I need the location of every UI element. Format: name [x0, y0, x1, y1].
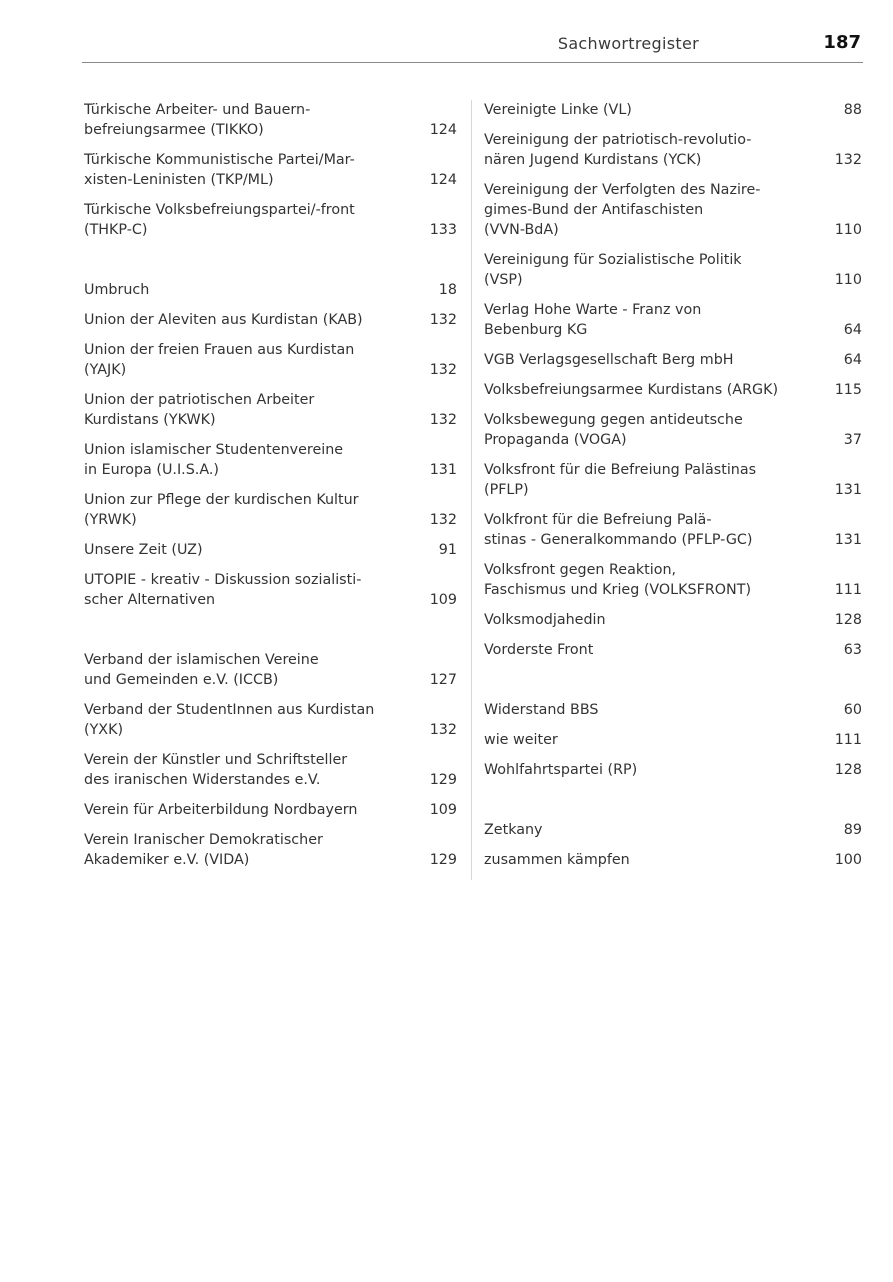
index-entry	[484, 700, 862, 720]
index-entry-page: 124	[429, 122, 457, 138]
letter-group-gap	[484, 790, 862, 820]
index-entry-page: 133	[429, 222, 457, 238]
index-column-left	[84, 100, 457, 880]
index-entry-term: wie weiter	[484, 732, 558, 748]
index-entry	[484, 820, 862, 840]
index-entry-term: Volksmodjahedin	[484, 612, 606, 628]
index-entry	[84, 570, 457, 610]
index-entry-page: 132	[429, 512, 457, 528]
index-entry-term: Türkische Arbeiter- und Bauern- befreiungsarmee (TIKKO)	[84, 102, 311, 138]
index-entry-term: Widerstand BBS	[484, 702, 599, 718]
index-entry-term: Union der patriotischen Arbeiter Kurdistans (YKWK)	[84, 392, 315, 428]
index-entry	[84, 100, 457, 140]
index-entry-term: Unsere Zeit (UZ)	[84, 542, 203, 558]
index-entry-page: 131	[429, 462, 457, 478]
index-entry-page: 64	[843, 352, 862, 368]
index-entry-page: 63	[843, 642, 862, 658]
index-entry	[84, 490, 457, 530]
index-entry-term: VGB Verlagsgesellschaft Berg mbH	[484, 352, 734, 368]
index-entry-page: 91	[438, 542, 457, 558]
index-entry-term: Verband der StudentInnen aus Kurdistan (YXK)	[84, 702, 375, 738]
index-entry-page: 129	[429, 772, 457, 788]
index-entry-page: 124	[429, 172, 457, 188]
index-entry-term: Vereinigung der Verfolgten des Nazire- gimes-Bund der Antifaschisten (VVN-BdA)	[484, 182, 761, 238]
index-entry-term: Union islamischer Studentenvereine in Europa (U.I.S.A.)	[84, 442, 344, 478]
index-entry	[84, 390, 457, 430]
index-entry-page: 131	[834, 482, 862, 498]
index-entry-term: Umbruch	[84, 282, 150, 298]
index-entry-page: 132	[429, 362, 457, 378]
index-entry	[84, 750, 457, 790]
index-entry-page: 110	[834, 222, 862, 238]
index-entry-term: Verein Iranischer Demokratischer Akademiker e.V. (VIDA)	[84, 832, 323, 868]
index-entry	[484, 460, 862, 500]
index-entry-page: 128	[834, 612, 862, 628]
index-entry	[484, 850, 862, 870]
index-entry-term: Vereinigung der patriotisch-revolutio- nären Jugend Kurdistans (YCK)	[484, 132, 752, 168]
index-entry-page: 110	[834, 272, 862, 288]
index-entry	[484, 380, 862, 400]
index-entry-term: Union der Aleviten aus Kurdistan (KAB)	[84, 312, 363, 328]
index-entry	[84, 340, 457, 380]
index-entry	[84, 800, 457, 820]
index-entry	[484, 100, 862, 120]
index-entry-term: Verband der islamischen Vereine und Gemeinden e.V. (ICCB)	[84, 652, 319, 688]
index-entry-page: 100	[834, 852, 862, 868]
index-entry	[484, 130, 862, 170]
index-entry-page: 128	[834, 762, 862, 778]
index-entry-page: 111	[834, 582, 862, 598]
index-entry	[484, 250, 862, 290]
index-entry	[484, 180, 862, 240]
index-entry	[484, 510, 862, 550]
index-entry-page: 115	[834, 382, 862, 398]
index-entry	[84, 830, 457, 870]
index-entry-page: 127	[429, 672, 457, 688]
index-entry-page: 64	[843, 322, 862, 338]
index-entry-page: 89	[843, 822, 862, 838]
index-entry-term: Türkische Kommunistische Partei/Mar- xisten-Leninisten (TKP/ML)	[84, 152, 355, 188]
index-entry-term: Vorderste Front	[484, 642, 594, 658]
index-entry-page: 111	[834, 732, 862, 748]
index-entry	[84, 540, 457, 560]
index-entry-term: Union zur Pflege der kurdischen Kultur (YRWK)	[84, 492, 359, 528]
index-entry	[84, 200, 457, 240]
index-entry-term: Vereinigte Linke (VL)	[484, 102, 632, 118]
index-entry-page: 88	[843, 102, 862, 118]
index-entry-term: UTOPIE - kreativ - Diskussion sozialisti- scher Alternativen	[84, 572, 362, 608]
index-entry-page: 132	[834, 152, 862, 168]
index-entry	[484, 560, 862, 600]
index-entry-page: 132	[429, 312, 457, 328]
letter-group-gap	[484, 670, 862, 700]
index-entry-term: Volksfront für die Befreiung Palästinas (PFLP)	[484, 462, 757, 498]
index-entry	[84, 700, 457, 740]
index-entry-page: 132	[429, 722, 457, 738]
index-entry	[484, 760, 862, 780]
index-entry-page: 109	[429, 802, 457, 818]
index-entry	[484, 350, 862, 370]
index-entry	[84, 150, 457, 190]
index-entry-term: Verlag Hohe Warte - Franz von Bebenburg KG	[484, 302, 702, 338]
index-entry	[484, 730, 862, 750]
index-entry	[84, 650, 457, 690]
header-title: Sachwortregister	[557, 34, 699, 53]
running-header	[82, 30, 863, 63]
index-entry-page: 37	[843, 432, 862, 448]
index-entry-term: Wohlfahrtspartei (RP)	[484, 762, 638, 778]
index-entry	[484, 640, 862, 660]
index-column-right	[484, 100, 862, 880]
index-entry-term: zusammen kämpfen	[484, 852, 630, 868]
index-entry-term: Volksbefreiungsarmee Kurdistans (ARGK)	[484, 382, 779, 398]
page-number: 187	[823, 32, 861, 53]
index-entry-page: 131	[834, 532, 862, 548]
index-entry-term: Verein für Arbeiterbildung Nordbayern	[84, 802, 358, 818]
letter-group-gap	[84, 620, 457, 650]
index-entry	[484, 410, 862, 450]
letter-group-gap	[84, 250, 457, 280]
index-entry-term: Vereinigung für Sozialistische Politik (VSP)	[484, 252, 742, 288]
index-entry-page: 132	[429, 412, 457, 428]
index-entry-term: Volkfront für die Befreiung Palä- stinas - Generalkommando (PFLP-GC)	[484, 512, 753, 548]
index-entry-term: Volksfront gegen Reaktion, Faschismus und Krieg (VOLKSFRONT)	[484, 562, 752, 598]
index-entry	[84, 440, 457, 480]
index-entry-term: Zetkany	[484, 822, 543, 838]
index-entry-page: 109	[429, 592, 457, 608]
index-entry-page: 129	[429, 852, 457, 868]
index-entry-term: Türkische Volksbefreiungspartei/-front (THKP-C)	[84, 202, 355, 238]
index-entry-term: Union der freien Frauen aus Kurdistan (YAJK)	[84, 342, 355, 378]
index-entry	[84, 310, 457, 330]
index-entry-term: Volksbewegung gegen antideutsche Propaganda (VOGA)	[484, 412, 743, 448]
index-entry-term: Verein der Künstler und Schriftsteller des iranischen Widerstandes e.V.	[84, 752, 348, 788]
index-entry	[484, 300, 862, 340]
index-entry-page: 18	[438, 282, 457, 298]
index-entry	[484, 610, 862, 630]
column-divider	[471, 100, 472, 880]
index-entry-page: 60	[843, 702, 862, 718]
index-entry	[84, 280, 457, 300]
